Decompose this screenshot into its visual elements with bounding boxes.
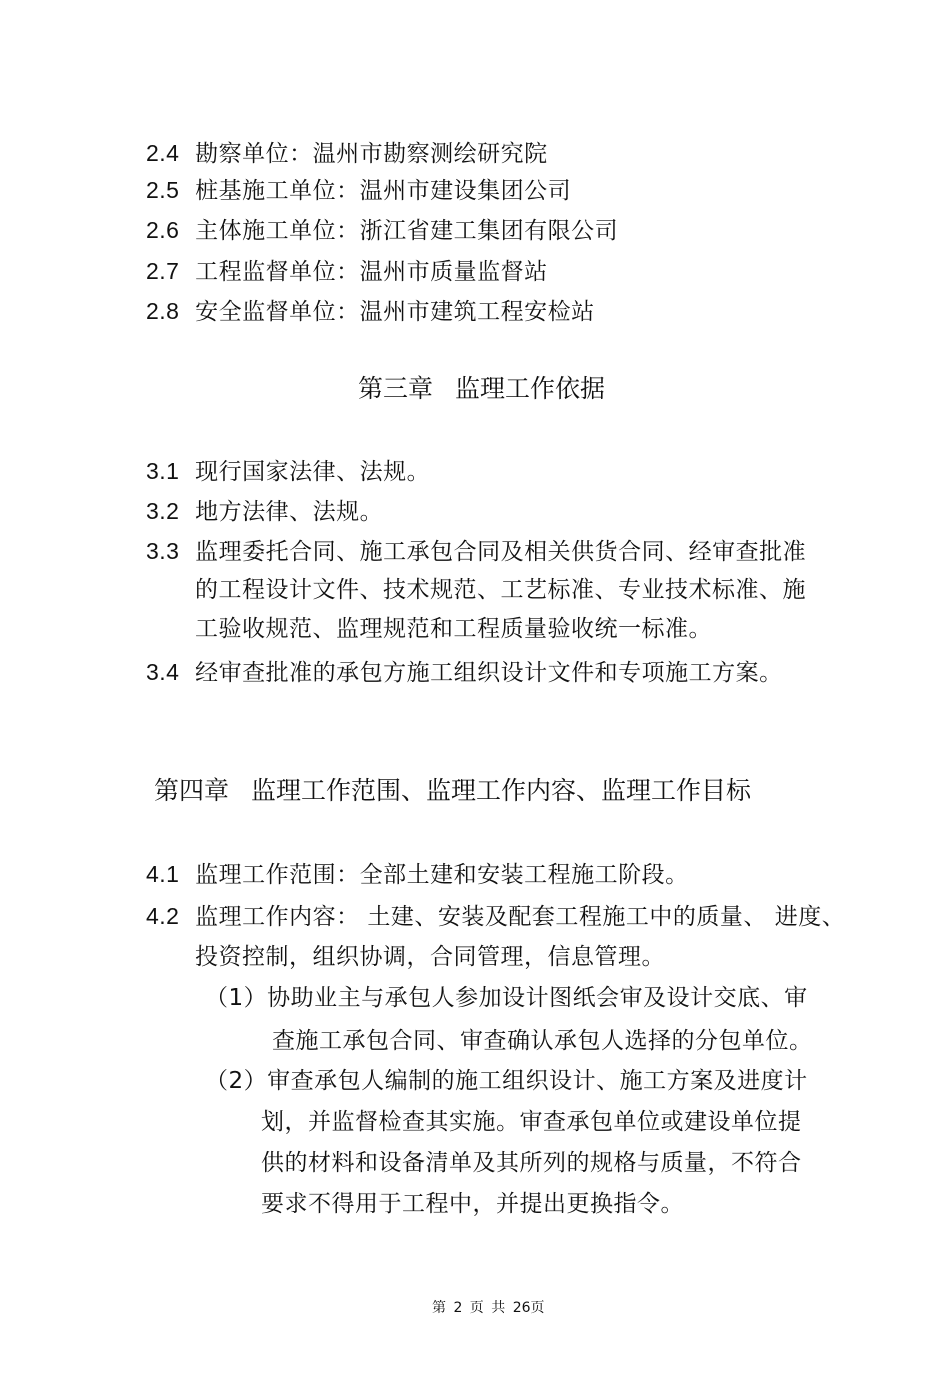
item-number: 2.7 <box>146 258 180 284</box>
item-3-4 <box>146 657 783 688</box>
item-text: 主体施工单位：浙江省建工集团有限公司 <box>195 218 619 244</box>
item-number: 3.4 <box>146 659 180 685</box>
sub-item-2 <box>205 1066 808 1096</box>
item-number: 3.3 <box>146 538 180 564</box>
item-3-3-continued: 工验收规范、监理规范和工程质量验收统一标准。 <box>195 616 712 642</box>
item-text: 现行国家法律、法规。 <box>195 459 431 485</box>
item-number: 4.1 <box>146 861 180 887</box>
item-4-2-continued: 投资控制，组织协调，合同管理，信息管理。 <box>195 944 665 970</box>
page-footer: 第 2 页 共 26页 <box>432 1300 545 1316</box>
item-text: 安全监督单位：温州市建筑工程安检站 <box>195 299 595 325</box>
sub-item-text: 协助业主与承包人参加设计图纸会审及设计交底、审 <box>267 985 808 1011</box>
sub-item-text: 审查承包人编制的施工组织设计、施工方案及进度计 <box>267 1068 808 1094</box>
item-3-3-continued: 的工程设计文件、技术规范、工艺标准、专业技术标准、施 <box>195 577 806 603</box>
sub-item-2-continued: 要求不得用于工程中，并提出更换指令。 <box>261 1191 684 1217</box>
chapter-4-title: 第四章 监理工作范围、监理工作内容、监理工作目标 <box>154 776 751 805</box>
item-2-4 <box>146 138 548 169</box>
item-text: 监理工作内容： 土建、安装及配套工程施工中的质量、 进度、 <box>195 904 846 930</box>
item-number: 2.5 <box>146 177 180 203</box>
sub-item-1 <box>205 983 808 1013</box>
item-3-2 <box>146 496 383 527</box>
sub-item-2-continued: 划，并监督检查其实施。审查承包单位或建设单位提 <box>261 1109 802 1135</box>
item-text: 桩基施工单位：温州市建设集团公司 <box>195 178 572 204</box>
item-text: 勘察单位：温州市勘察测绘研究院 <box>195 141 548 167</box>
item-number: 4.2 <box>146 903 180 929</box>
item-text: 监理委托合同、施工承包合同及相关供货合同、经审查批准 <box>195 539 807 565</box>
item-text: 地方法律、法规。 <box>195 499 384 525</box>
item-number: 2.8 <box>146 298 180 324</box>
item-number: 3.2 <box>146 498 180 524</box>
item-text: 工程监督单位：温州市质量监督站 <box>195 259 548 285</box>
item-number: 2.4 <box>146 140 180 166</box>
item-text: 经审查批准的承包方施工组织设计文件和专项施工方案。 <box>195 660 783 686</box>
item-4-1 <box>146 859 689 890</box>
item-2-5 <box>146 175 571 206</box>
sub-item-label: （1） <box>205 985 268 1011</box>
item-number: 2.6 <box>146 217 180 243</box>
chapter-3-title: 第三章 监理工作依据 <box>358 374 605 403</box>
item-2-6 <box>146 215 618 246</box>
sub-item-1-continued: 查施工承包合同、审查确认承包人选择的分包单位。 <box>272 1028 813 1054</box>
item-number: 3.1 <box>146 458 180 484</box>
item-3-1 <box>146 456 430 487</box>
item-3-3 <box>146 536 806 567</box>
item-4-2 <box>146 901 845 932</box>
sub-item-2-continued: 供的材料和设备清单及其所列的规格与质量，不符合 <box>261 1150 802 1176</box>
item-2-8 <box>146 296 595 327</box>
item-2-7 <box>146 256 548 287</box>
item-text: 监理工作范围：全部土建和安装工程施工阶段。 <box>195 862 689 888</box>
sub-item-label: （2） <box>205 1068 268 1094</box>
